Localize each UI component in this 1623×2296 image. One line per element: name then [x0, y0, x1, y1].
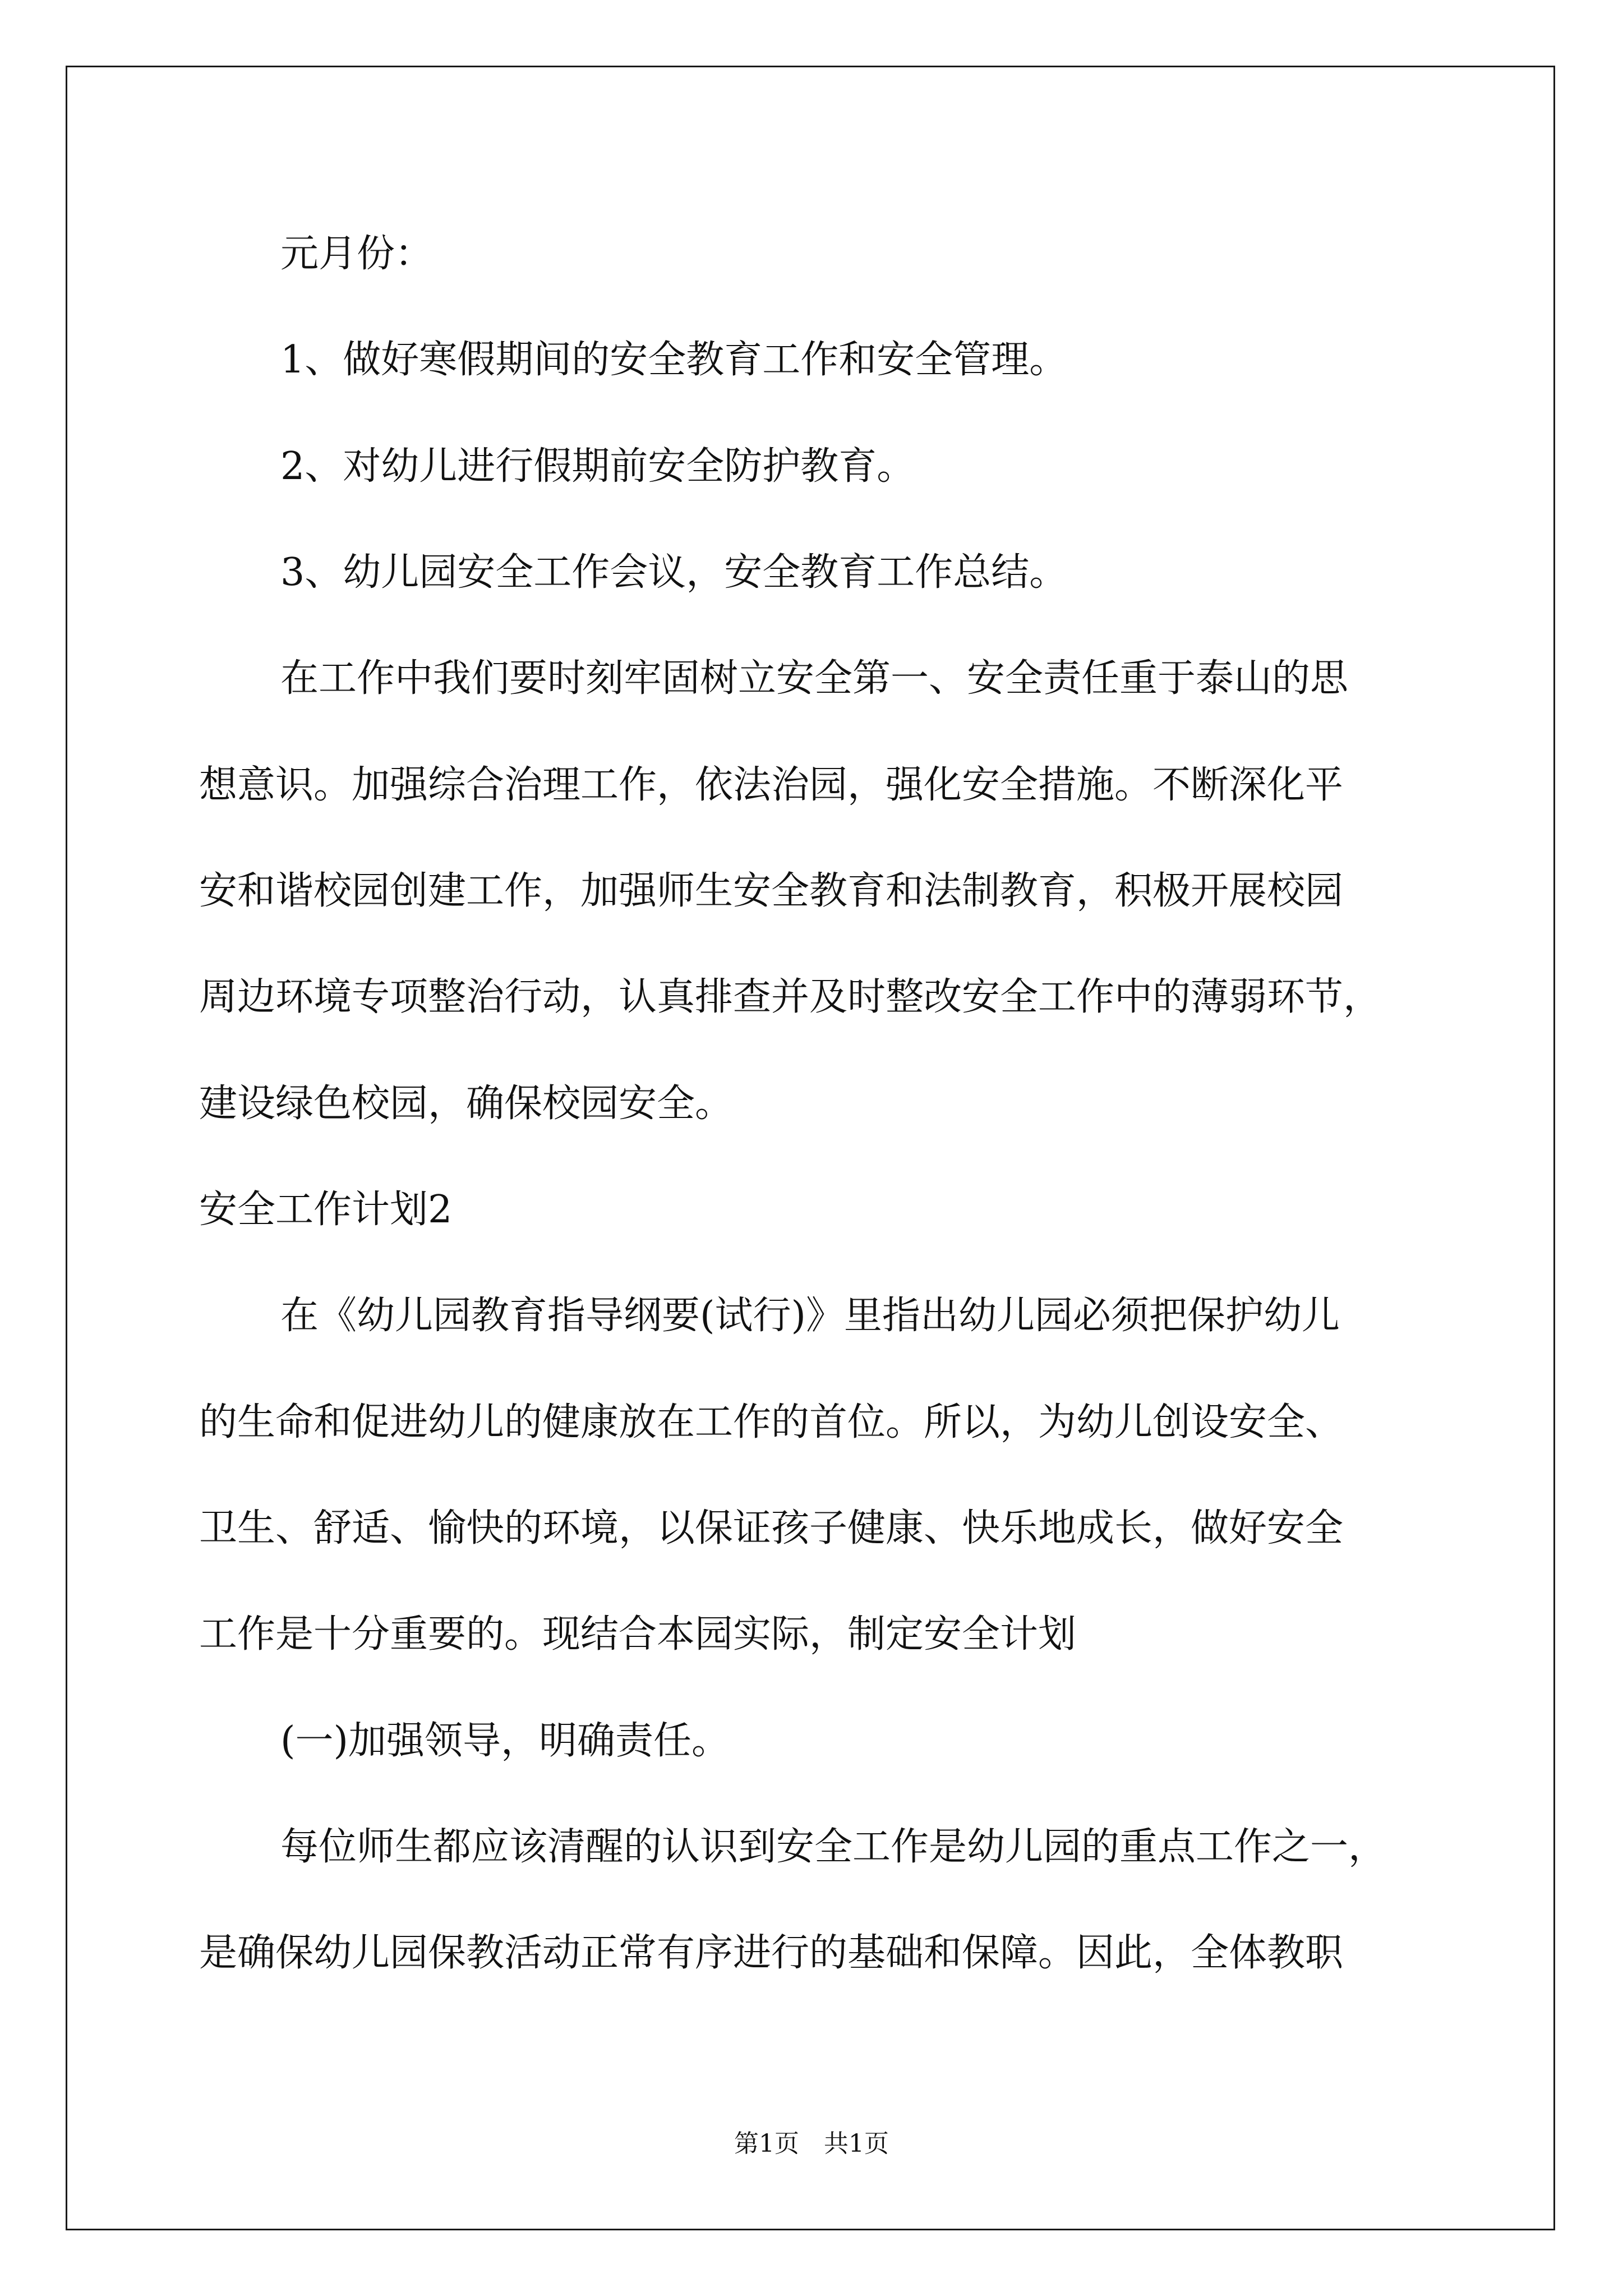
page-number-footer: 第1页 共1页	[734, 2129, 889, 2158]
text-line: 每位师生都应该清醒的认识到安全工作是幼儿园的重点工作之一，	[280, 1825, 1387, 1869]
text-line: 在工作中我们要时刻牢固树立安全第一、安全责任重于泰山的思	[280, 656, 1349, 701]
text-line: 是确保幼儿园保教活动正常有序进行的基础和保障。因此，全体教职	[199, 1931, 1344, 1975]
text-line: 的生命和促进幼儿的健康放在工作的首位。所以，为幼儿创设安全、	[199, 1400, 1344, 1444]
text-line: 卫生、舒适、愉快的环境，以保证孩子健康、快乐地成长，做好安全	[199, 1506, 1344, 1550]
text-line: 3、幼儿园安全工作会议，安全教育工作总结。	[280, 550, 1068, 595]
section-heading: 安全工作计划2	[199, 1188, 453, 1232]
text-line: 安和谐校园创建工作，加强师生安全教育和法制教育，积极开展校园	[199, 869, 1344, 913]
text-line: 1、做好寒假期间的安全教育工作和安全管理。	[280, 338, 1068, 382]
text-line: 在《幼儿园教育指导纲要(试行)》里指出幼儿园必须把保护幼儿	[280, 1294, 1340, 1338]
text-line: (一)加强领导，明确责任。	[280, 1719, 730, 1763]
page-border	[66, 66, 1555, 2230]
text-line: 想意识。加强综合治理工作，依法治园，强化安全措施。不断深化平	[199, 763, 1344, 807]
text-line: 建设绿色校园，确保校园安全。	[199, 1082, 734, 1126]
text-line: 周边环境专项整治行动，认真排查并及时整改安全工作中的薄弱环节，	[199, 975, 1382, 1019]
text-line: 元月份：	[280, 232, 434, 276]
text-line: 工作是十分重要的。现结合本园实际，制定安全计划	[199, 1612, 1077, 1657]
text-line: 2、对幼儿进行假期前安全防护教育。	[280, 444, 915, 489]
